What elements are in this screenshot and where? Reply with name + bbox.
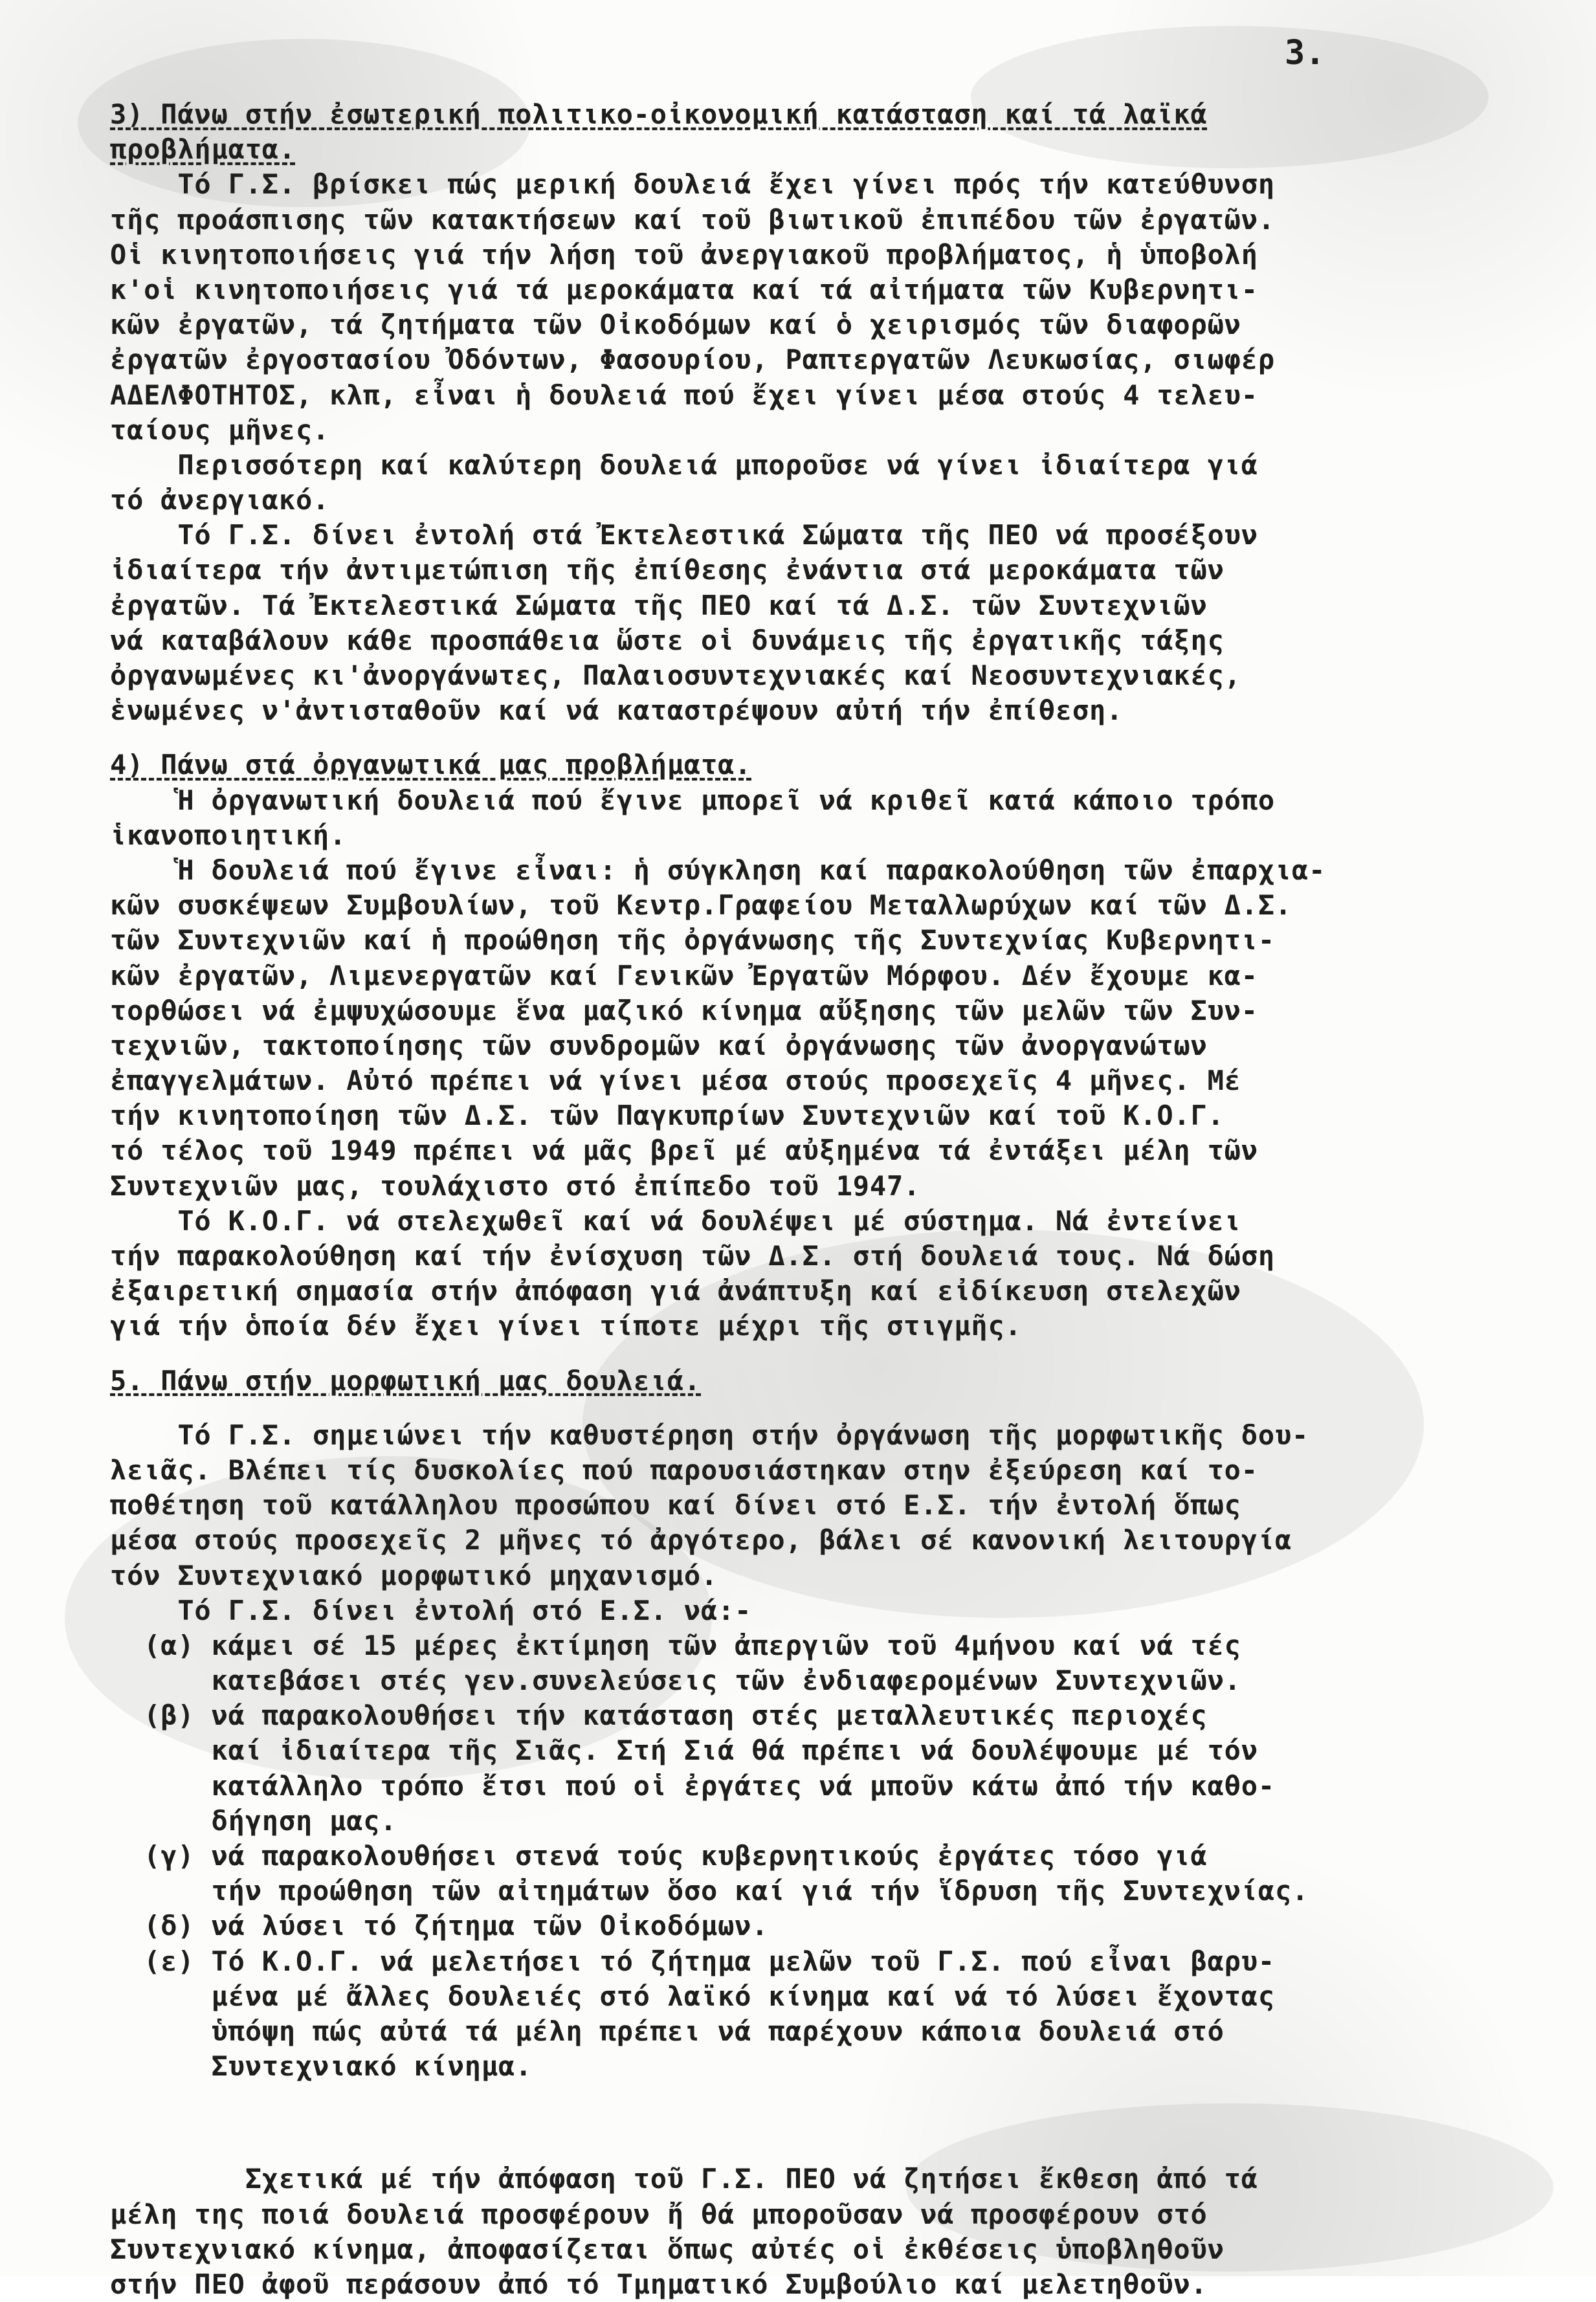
text-line: Συντεχνιακό κίνημα, ἀποφασίζεται ὅπως αὐτές οἱ ἐκθέσεις ὑποβληθοῦν [110,2233,1225,2265]
text-line: (α) κάμει σέ 15 μέρες ἐκτίμηση τῶν ἀπεργιῶν τοῦ 4μήνου καί νά τές [110,1629,1241,1661]
text-line: ΑΔΕΛΦΟΤΗΤΟΣ, κλπ, εἶναι ἡ δουλειά πού ἔχει γίνει μέσα στούς 4 τελευ- [110,379,1258,411]
paragraph-gap [110,1344,1489,1364]
text-line: ποθέτηση τοῦ κατάλληλου προσώπου καί δίνει στό Ε.Σ. τήν ἐντολή ὅπως [110,1489,1241,1522]
text-line: ὀργανωμένες κι'ἀνοργάνωτες, Παλαιοσυντεχνιακές καί Νεοσυντεχνιακές, [110,659,1241,691]
text-line: δήγηση μας. [110,1804,397,1837]
text-line: (β) νά παρακολουθήσει τήν κατάσταση στές μεταλλευτικές περιοχές [110,1699,1208,1732]
text-line: ἐργατῶν ἐργοστασίου Ὀδόντων, Φασουρίου, Ραπτεργατῶν Λευκωσίας, σιωφέρ [110,344,1275,376]
text-line: Τό Γ.Σ. βρίσκει πώς μερική δουλειά ἔχει γίνει πρός τήν κατεύθυνση [110,168,1275,201]
text-line: τό ἀνεργιακό. [110,484,330,516]
text-line: Συντεχνιακό κίνημα. [110,2050,533,2083]
section-heading: προβλήματα. [110,133,296,166]
text-line: κατεβάσει στές γεν.συνελεύσεις τῶν ἐνδιαφερομένων Συντεχνιῶν. [110,1665,1241,1697]
text-line: τόν Συντεχνιακό μορφωτικό μηχανισμό. [110,1559,718,1591]
text-line: λειᾶς. Βλέπει τίς δυσκολίες πού παρουσιάστηκαν στην ἐξεύρεση καί το- [110,1454,1258,1486]
text-line: Τό Γ.Σ. δίνει ἐντολή στό Ε.Σ. νά:- [110,1594,752,1626]
text-line: Ἡ ὀργανωτική δουλειά πού ἔγινε μπορεῖ νά κριθεῖ κατά κάποιο τρόπο [110,784,1275,816]
text-line: τεχνιῶν, τακτοποίησης τῶν συνδρομῶν καί ὀργάνωσης τῶν ἀνοργανώτων [110,1029,1208,1061]
paragraph-gap [110,728,1489,747]
text-line: τό τέλος τοῦ 1949 πρέπει νά μᾶς βρεῖ μέ αὐξημένα τά ἐντάξει μέλη τῶν [110,1134,1258,1167]
paragraph-gap [110,1399,1489,1418]
page-number: 3. [1285,34,1325,72]
text-line: κ'οἱ κινητοποιήσεις γιά τά μεροκάματα καί τά αἰτήματα τῶν Κυβερνητι- [110,273,1258,305]
text-line: στήν ΠΕΟ ἀφοῦ περάσουν ἀπό τό Τμηματικό Συμβούλιο καί μελετηθοῦν. [110,2268,1208,2300]
text-line: Περισσότερη καί καλύτερη δουλειά μποροῦσε νά γίνει ἰδιαίτερα γιά [110,448,1258,481]
text-line: τήν παρακολούθηση καί τήν ἐνίσχυση τῶν Δ.Σ. στή δουλειά τους. Νά δώση [110,1240,1275,1272]
text-line: Οἱ κινητοποιήσεις γιά τήν λήση τοῦ ἀνεργιακοῦ προβλήματος, ἡ ὑποβολή [110,238,1258,271]
paragraph-gap [110,2084,1489,2162]
section-heading: 4) Πάνω στά ὀργανωτικά μας προβλήματα. [110,749,752,781]
text-line: ὑπόψη πώς αὐτά τά μέλη πρέπει νά παρέχουν κάποια δουλειά στό [110,2015,1225,2047]
text-line: (ε) Τό Κ.Ο.Γ. νά μελετήσει τό ζήτημα μελῶν τοῦ Γ.Σ. πού εἶναι βαρυ- [110,1945,1275,1977]
text-line: γιά τήν ὁποία δέν ἔχει γίνει τίποτε μέχρι τῆς στιγμῆς. [110,1310,1022,1342]
text-line: ἐργατῶν. Τά Ἐκτελεστικά Σώματα τῆς ΠΕΟ καί τά Δ.Σ. τῶν Συντεχνιῶν [110,589,1208,621]
text-line: Συντεχνιῶν μας, τουλάχιστο στό ἐπίπεδο τοῦ 1947. [110,1169,921,1202]
text-line: ἐξαιρετική σημασία στήν ἀπόφαση γιά ἀνάπτυξη καί εἰδίκευση στελεχῶν [110,1275,1241,1307]
text-line: Τό Γ.Σ. σημειώνει τήν καθυστέρηση στήν ὀργάνωση τῆς μορφωτικῆς δου- [110,1419,1309,1451]
text-line: καί ἰδιαίτερα τῆς Σιᾶς. Στή Σιά θά πρέπει νά δουλέψουμε μέ τόν [110,1734,1258,1767]
section-heading: 5. Πάνω στήν μορφωτική μας δουλειά. [110,1364,702,1397]
text-line: Τό Κ.Ο.Γ. νά στελεχωθεῖ καί νά δουλέψει μέ σύστημα. Νά ἐντείνει [110,1204,1241,1237]
text-line: μένα μέ ἄλλες δουλειές στό λαϊκό κίνημα καί νά τό λύσει ἔχοντας [110,1980,1275,2012]
text-line: ἐπαγγελμάτων. Αὐτό πρέπει νά γίνει μέσα στούς προσεχεῖς 4 μῆνες. Μέ [110,1065,1241,1097]
text-line: Ἡ δουλειά πού ἔγινε εἶναι: ἡ σύγκληση καί παρακολούθηση τῶν ἐπαρχια- [110,854,1326,886]
text-line: Τό Γ.Σ. δίνει ἐντολή στά Ἐκτελεστικά Σώματα τῆς ΠΕΟ νά προσέξουν [110,519,1258,551]
text-line: μέσα στούς προσεχεῖς 2 μῆνες τό ἀργότερο, βάλει σέ κανονική λειτουργία [110,1524,1292,1556]
text-line: κῶν συσκέψεων Συμβουλίων, τοῦ Κεντρ.Γραφείου Μεταλλωρύχων καί τῶν Δ.Σ. [110,889,1292,922]
text-line: μέλη της ποιά δουλειά προσφέρουν ἤ θά μποροῦσαν νά προσφέρουν στό [110,2198,1208,2230]
text-line: κατάλληλο τρόπο ἔτσι πού οἱ ἐργάτες νά μποῦν κάτω ἀπό τήν καθο- [110,1769,1275,1802]
text-line: ἰδιαίτερα τήν ἀντιμετώπιση τῆς ἐπίθεσης ἐνάντια στά μεροκάματα τῶν [110,554,1225,586]
text-line: τορθώσει νά ἐμψυχώσουμε ἕνα μαζικό κίνημα αὔξησης τῶν μελῶν τῶν Συν- [110,994,1258,1026]
text-line: τῶν Συντεχνιῶν καί ἡ προώθηση τῆς ὀργάνωσης τῆς Συντεχνίας Κυβερνητι- [110,924,1275,957]
text-line: (δ) νά λύσει τό ζήτημα τῶν Οἰκοδόμων. [110,1910,769,1942]
text-line: ταίους μῆνες. [110,414,330,446]
text-line: κῶν ἐργατῶν, Λιμενεργατῶν καί Γενικῶν Ἐργατῶν Μόρφου. Δέν ἔχουμε κα- [110,959,1258,991]
text-line: νά καταβάλουν κάθε προσπάθεια ὥστε οἱ δυνάμεις τῆς ἐργατικῆς τάξης [110,624,1225,656]
text-line: τήν κινητοποίηση τῶν Δ.Σ. τῶν Παγκυπρίων Συντεχνιῶν καί τοῦ Κ.Ο.Γ. [110,1100,1225,1132]
document-body [110,97,1489,2302]
text-line: ἑνωμένες ν'ἀντισταθοῦν καί νά καταστρέψουν αὐτή τήν ἐπίθεση. [110,694,1124,727]
text-line: τῆς προάσπισης τῶν κατακτήσεων καί τοῦ βιωτικοῦ ἐπιπέδου τῶν ἐργατῶν. [110,203,1275,236]
section-heading: 3) Πάνω στήν ἐσωτερική πολιτικο-οἰκονομική κατάσταση καί τά λαϊκά [110,98,1208,130]
text-line: κῶν ἐργατῶν, τά ζητήματα τῶν Οἰκοδόμων καί ὁ χειρισμός τῶν διαφορῶν [110,309,1241,341]
text-line: τήν προώθηση τῶν αἰτημάτων ὅσο καί γιά τήν ἵδρυση τῆς Συντεχνίας. [110,1875,1309,1907]
text-line: ἱκανοποιητική. [110,819,347,851]
text-line: (γ) νά παρακολουθήσει στενά τούς κυβερνητικούς ἐργάτες τόσο γιά [110,1840,1208,1872]
text-line: Σχετικά μέ τήν ἀπόφαση τοῦ Γ.Σ. ΠΕΟ νά ζητήσει ἔκθεση ἀπό τά [110,2163,1258,2195]
